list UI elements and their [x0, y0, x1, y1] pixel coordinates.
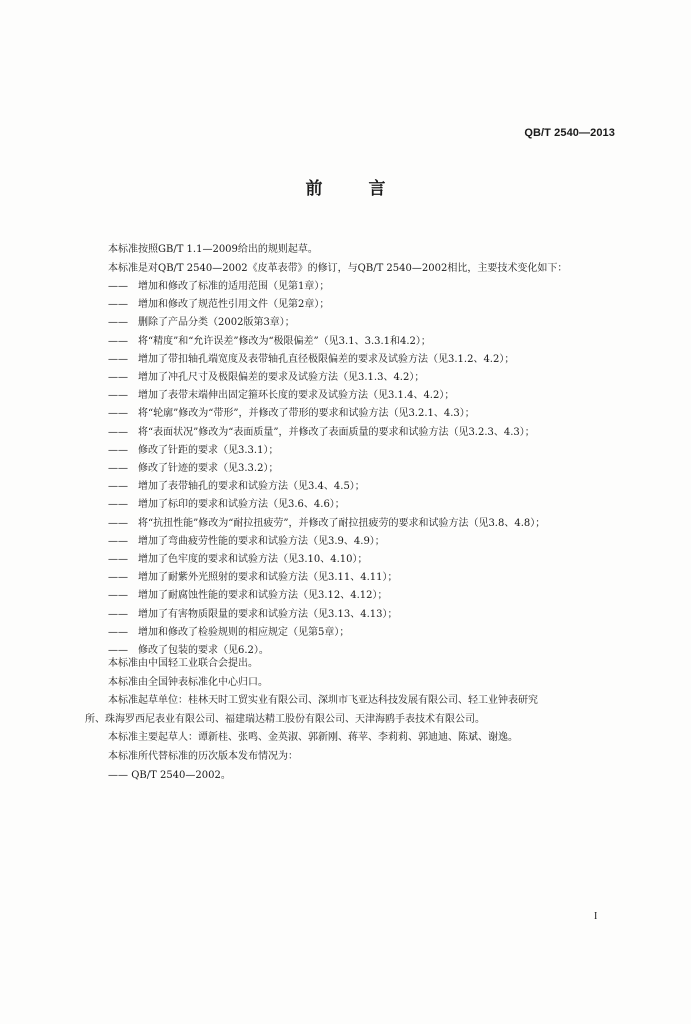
history-item: —— QB/T 2540—2002。 — [108, 769, 231, 781]
change-item — [108, 387, 545, 405]
change-text: 增加和修改了检验规则的相应规定（见第5章）； — [138, 626, 350, 638]
change-item — [108, 496, 545, 514]
change-text: 增加了弯曲疲劳性能的要求和试验方法（见3.9、4.9）； — [138, 535, 385, 547]
closing-section — [0, 655, 691, 785]
change-text: 删除了产品分类（2002版第3章）； — [138, 317, 295, 329]
change-item — [108, 587, 545, 605]
change-item — [108, 460, 545, 478]
standard-code: QB/T 2540—2013 — [524, 127, 615, 139]
dash: —— — [108, 535, 128, 547]
change-item — [108, 606, 545, 624]
dash: —— — [108, 372, 128, 384]
dash: —— — [108, 408, 128, 420]
change-text: 增加了耐腐蚀性能的要求和试验方法（见3.12、4.12）； — [138, 590, 388, 602]
page-title: 前 言 — [305, 179, 406, 199]
proposed-line: 本标准由中国轻工业联合会提出。 — [108, 658, 258, 669]
change-item — [108, 478, 545, 496]
change-item — [108, 314, 545, 332]
dash: —— — [108, 426, 128, 438]
change-item — [108, 442, 545, 460]
change-text: 增加了表带轴孔的要求和试验方法（见3.4、4.5）； — [138, 481, 365, 493]
change-item — [108, 369, 545, 387]
change-text: 增加和修改了规范性引用文件（见第2章）； — [138, 299, 330, 311]
intro-line: 本标准是对QB/T 2540—2002《皮革表带》的修订，与QB/T 2540—2002相比，主要技术变化如下： — [108, 263, 568, 274]
change-item — [108, 515, 545, 533]
dash: —— — [108, 590, 128, 602]
change-text: 将“轮廓”修改为“带形”，并修改了带形的要求和试验方法（见3.2.1、4.3）； — [138, 408, 475, 420]
dash: —— — [108, 299, 128, 311]
change-item — [108, 296, 545, 314]
change-text: 修改了针距的要求（见3.3.1）； — [138, 444, 279, 456]
change-text: 增加了耐紫外光照射的要求和试验方法（见3.11、4.11）； — [138, 572, 398, 584]
change-text: 将“抗扭性能”修改为“耐拉扭疲劳”，并修改了耐拉扭疲劳的要求和试验方法（见3.8、4.8）； — [138, 517, 546, 529]
dash: —— — [108, 769, 128, 781]
change-text: 修改了包装的要求（见6.2）。 — [138, 645, 269, 657]
drafters-line: 本标准主要起草人：谭新桂、张鸣、金英淑、郭新刚、蒋苹、李莉莉、郭迪迪、陈斌、谢逸。 — [108, 732, 518, 744]
dash: —— — [108, 481, 128, 493]
change-text: 增加和修改了标准的适用范围（见第1章）； — [138, 281, 330, 292]
dash: —— — [108, 626, 128, 638]
dash: —— — [108, 645, 128, 657]
change-item — [108, 333, 545, 351]
dash: —— — [108, 499, 128, 511]
dash: —— — [108, 353, 128, 365]
change-text: 增加了表带末端伸出固定箍环长度的要求及试验方法（见3.1.4、4.2）； — [138, 390, 455, 402]
change-text: 增加了冲孔尺寸及极限偏差的要求及试验方法（见3.1.3、4.2）； — [138, 372, 425, 384]
dash: —— — [108, 317, 128, 329]
dash: —— — [108, 444, 128, 456]
history-label: 本标准所代替标准的历次版本发布情况为： — [108, 750, 298, 762]
change-item — [108, 278, 545, 296]
dash: —— — [108, 281, 128, 292]
changes-list — [108, 278, 545, 660]
managed-line: 本标准由全国钟表标准化中心归口。 — [108, 676, 268, 688]
intro-line: 本标准按照GB/T 1.1—2009给出的规则起草。 — [108, 244, 318, 255]
dash: —— — [108, 517, 128, 529]
change-text: 增加了带扣轴孔端宽度及表带轴孔直径极限偏差的要求及试验方法（见3.1.2、4.2）； — [138, 353, 515, 365]
dash: —— — [108, 572, 128, 584]
change-text: 增加了色牢度的要求和试验方法（见3.10、4.10）； — [138, 554, 368, 566]
change-item — [108, 533, 545, 551]
change-text: 将“表面状况”修改为“表面质量”，并修改了表面质量的要求和试验方法（见3.2.3、4.3）； — [138, 426, 535, 438]
change-item — [108, 569, 545, 587]
change-item — [108, 351, 545, 369]
intro-section — [108, 240, 567, 278]
change-text: 修改了针迹的要求（见3.3.2）； — [138, 463, 279, 475]
change-text: 增加了有害物质限量的要求和试验方法（见3.13、4.13）； — [138, 608, 398, 620]
dash: —— — [108, 390, 128, 402]
change-item — [108, 424, 545, 442]
dash: —— — [108, 463, 128, 475]
change-text: 将“精度”和“允许误差”修改为“极限偏差”（见3.1、3.3.1和4.2）； — [138, 335, 431, 347]
page-number: I — [594, 911, 598, 922]
dash: —— — [108, 335, 128, 347]
change-text: 增加了标印的要求和试验方法（见3.6、4.6）； — [138, 499, 345, 511]
dash: —— — [108, 608, 128, 620]
change-item — [108, 405, 545, 423]
change-item — [108, 624, 545, 642]
drafting-units-line: 本标准起草单位：桂林天时工贸实业有限公司、深圳市飞亚达科技发展有限公司、轻工业钟表研究 — [108, 695, 538, 707]
dash: —— — [108, 554, 128, 566]
change-item — [108, 551, 545, 569]
drafting-units-continued: 所、珠海罗西尼表业有限公司、福建瑞达精工股份有限公司、天津海鸥手表技术有限公司。 — [85, 713, 485, 725]
